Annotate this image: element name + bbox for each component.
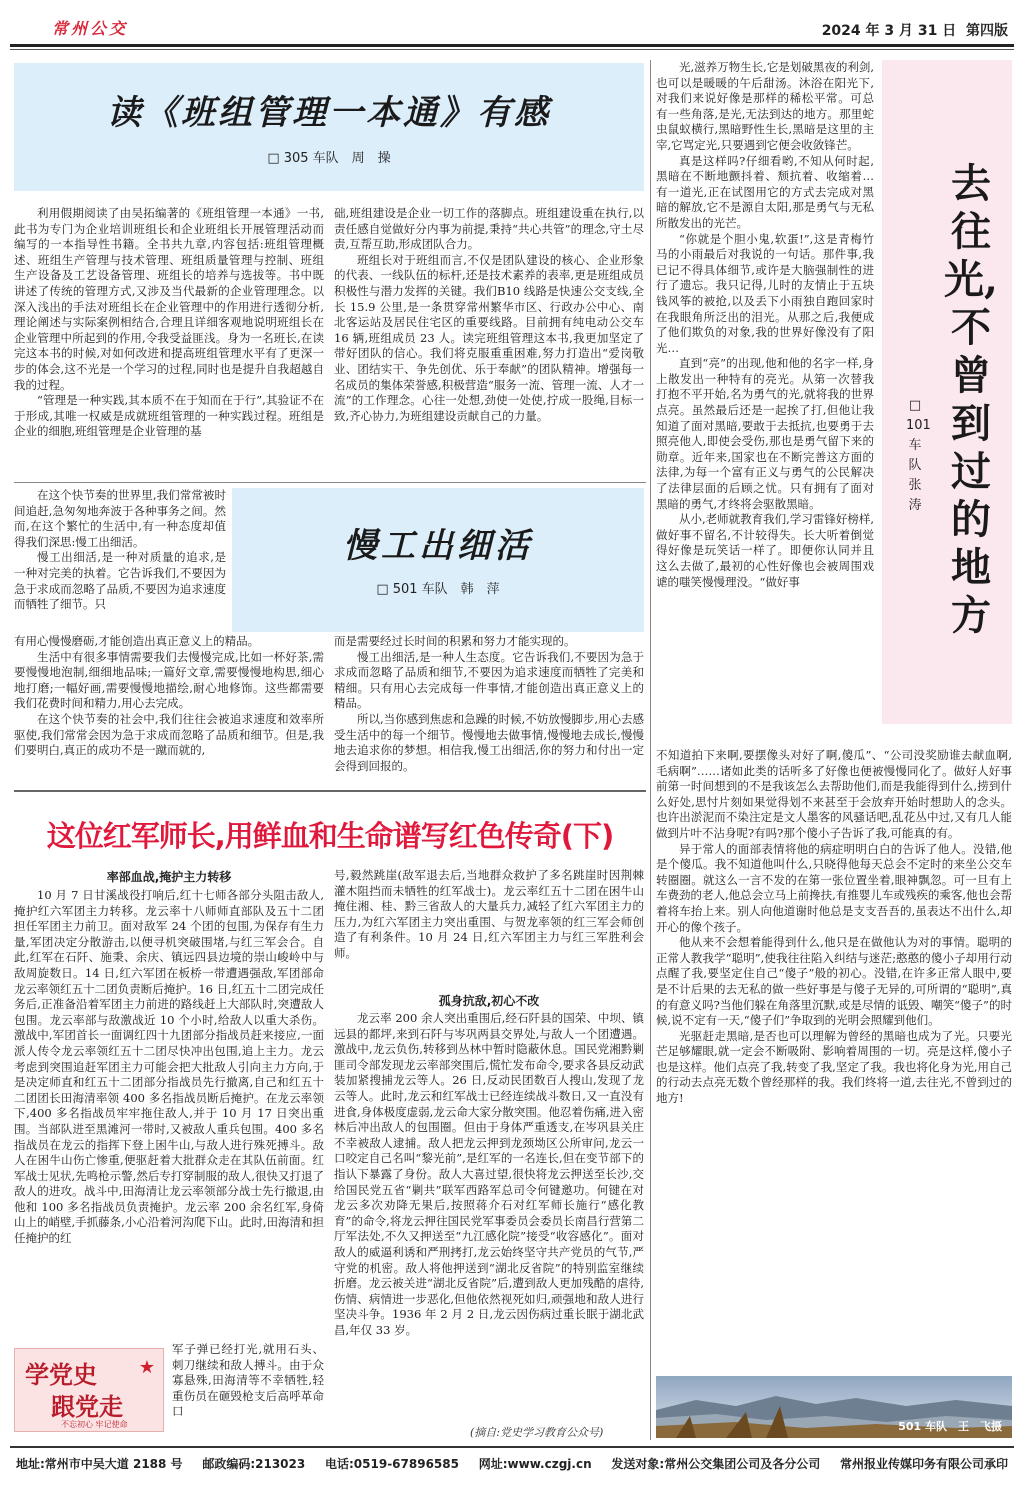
article3-col1-tail (172, 1342, 324, 1424)
footer-printer: 常州报业传媒印务有限公司承印 (839, 1456, 1008, 1471)
article2-title: 慢工出细活 (343, 526, 533, 566)
article3-subheading-2: 孤身抗敌,初心不改 (438, 994, 540, 1008)
article3-title: 这位红军师长,用鲜血和生命谱写红色传奇(下) (46, 819, 614, 853)
article3-col1 (14, 868, 324, 1338)
article1-byline: □ 305 车队 周 操 (267, 151, 391, 166)
newspaper-logo: 常州公交 (52, 19, 129, 38)
paragraph: 在这个快节奏的社会中,我们往往会被追求速度和效率所驱使,我们常常会因为急于求成而忽略了品质和细节。但是,我们要明白,真正的成功不是一蹴而就的, (14, 711, 324, 758)
paragraph: 生活中有很多事情需要我们去慢慢完成,比如一杯好茶,需要慢慢地泡制,细细地品味;一篇好文章,需要慢慢地构思,细心地打磨;一幅好画,需要慢慢地描绘,耐心地修饰。这些都需要我们花费时间和精力,用心去完成。 (14, 649, 324, 711)
article3-col2b-text (334, 1011, 644, 1421)
paragraph: 在这个快节奏的世界里,我们常常被时间追赶,急匆匆地奔波于各种事务之间。然而,在这个繁忙的生活中,有一种态度却值得我们深思:慢工出细活。 (14, 488, 226, 549)
article1-col2 (334, 206, 644, 478)
paragraph: 号,毅然跳崖(敌军退去后,当地群众救护了多名跳崖时因荆棘灌木阻挡而未牺牲的红军战士)。龙云率红五十二团在困牛山掩住湘、桂、黔三省敌人的大量兵力,减轻了红六军团主力的压力,为红六军团主力突出重围、与贺龙率领的红三军会师创造了有利条件。10 月 24 日,红六军团主力与红三军胜利会师。 (334, 868, 644, 960)
paragraph: 真是这样吗?仔细看哟,不知从何时起,黑暗在不断地颤抖着、颓抗着、收缩着…有一道光,正在试图用它的方式去完成对黑暗的解放,它不是源自太阳,那是勇气与无私所散发出的光芒。 (656, 153, 874, 230)
article1-banner (14, 63, 644, 191)
stamp-line2: 跟党走 (51, 1392, 123, 1421)
divider (14, 482, 646, 483)
footer-phone: 电话:0519-67896585 (325, 1456, 459, 1471)
paragraph: 有用心慢慢磨砺,才能创造出真正意义上的精品。 (14, 634, 260, 648)
paragraph: 他从来不会想着能得到什么,他只是在做他认为对的事情。聪明的正常人教我学“聪明”,使我往往陷入纠结与迷茫;憨憨的傻小子却用行动点醒了我,要坚定住自己“傻子”般的初心。没错,在许多正常人眼中,要是不计后果的去无私的做一些好事是与傻子无异的,可所谓的“聪明”,真的有意义吗?当他们躲在角落里沉默,或是尽情的诋毁、嘲笑“傻子”的时候,说不定有一天,“傻子们”争取到的光明会照耀到他们。 (656, 935, 1012, 1028)
stamp-small: 不忘初心 牢记使命 (61, 1420, 128, 1429)
article1-col1 (14, 206, 324, 478)
paragraph: 军子弹已经打光,就用石头、刺刀继续和敌人搏斗。由于众寡悬殊,田海清等不幸牺牲,轻重伤员在砸毁枪支后高呼革命口 (172, 1342, 324, 1419)
article3-subheading: 率部血战,掩护主力转移 (106, 870, 232, 884)
article4-byline: □ 101 车队 张 涛 (906, 398, 935, 513)
column-separator (650, 60, 651, 1440)
footer-address: 地址:常州市中吴大道 2188 号 (16, 1456, 183, 1471)
paragraph: 班组长对于班组而言,不仅是团队建设的核心、企业形象的代表、一线队伍的标杆,还是技术素养的表率,更是班组成员积极性与潜力发挥的关键。我们B10 线路是快速公交支线,全长 15.9 公里,是一条贯穿常州繁华市区、行政办公中心、南北客运站及居民住宅区的重要线路。目前拥有纯电动公交车 16 辆,班组成员 23 人。读完班组管理这本书,我更加坚定了带好团队的信心。我们将克服重重困难,努力打造出“爱岗敬业、团结实干、争先创优、乐于奉献”的团队精神。增强每一名成员的集体荣誉感,积极营造“服务一流、管理一流、人才一流”的工作理念。心往一处想,劲使一处使,拧成一股绳,目标一致,齐心协力,为班组建设贡献自己的力量。 (334, 252, 644, 423)
paragraph: 利用假期阅读了由吴拓编著的《班组管理一本通》一书,此书为专门为企业培训班组长和企业班组长开展管理活动而编写的一本指导性书籍。全书共九章,内容包括:班组管理概述、班组生产管理与技术管理、班组质量管理与控制、班组生产设备及工艺设备管理、班组长的培养与选拔等。书中既讲述了传统的管理方式,又涉及当代最新的企业管理理念。以深入浅出的手法对班组长在企业管理中的作用进行透彻分析,理论阐述与实际案例相结合,合理且详细客观地说明班组长在企业管理中所起到的作用,令我受益匪浅。身为一名班长,在读完这本书的时候,对如何改进和提高班组管理水平有了更深一步的体会,这不光是一个学习的过程,同时也是提升自我超越自我的过程。 (14, 206, 324, 392)
article2-banner (232, 488, 644, 632)
article4-top (656, 60, 874, 746)
paragraph: 直到“亮”的出现,他和他的名字一样,身上散发出一种特有的亮光。从第一次替我打抱不平开始,名为勇气的光,就将我的世界点亮。虽然最后还是一起挨了打,但他让我知道了面对黑暗,要敢于去抵抗,也要勇于去照亮他人,即使会受伤,那也是勇气留下来的勋章。近年来,国家也在不断完善这方面的法律,为每一个富有正义与勇气的公民解决了法律层面的后顾之忧。只有拥有了面对黑暗的勇气,才终将会驱散黑暗。 (656, 356, 874, 511)
star-icon: ★ (138, 1357, 155, 1378)
paragraph: 础,班组建设是企业一切工作的落脚点。班组建设重在执行,以责任感自觉做好分内事为前提,秉持“共心共管”的理念,守土尽责,互帮互助,形成团队合力。 (334, 206, 644, 252)
paragraph: 光驱赶走黑暗,是否也可以理解为曾经的黑暗也成为了光。只要光芒足够耀眼,就一定会不断吸附、影响着周围的一切。亮是这样,傻小子也是这样。他们点亮了我,转变了我,坚定了我。我也将化身为光,用自己的行动去点亮无数个曾经那样的我。我们终将一道,去往光,不曾到过的地方! (656, 1028, 1012, 1106)
header-rule (10, 44, 1014, 47)
paragraph: 而是需要经过长时间的积累和努力才能实现的。 (334, 634, 576, 648)
paragraph: 慢工出细活,是一种人生态度。它告诉我们,不要因为急于求成而忽略了品质和细节,不要因为追求速度而牺牲了完美和精细。只有用心去完成每一件事情,才能创造出真正意义上的精品。 (334, 649, 644, 711)
article2-left (14, 634, 324, 784)
footer-postcode: 邮政编码:213023 (202, 1456, 306, 1471)
article3-col2 (334, 868, 644, 1424)
paragraph: 异于常人的面部表情将他的病症明明白白的告诉了他人。没错,他是个傻瓜。我不知道他叫什么,只晓得他每天总会不定时的来坐公交车转圈圈。就这么一言不发的在第一张位置坐着,眼神飘忽。可一旦有上车费劲的老人,他总会立马上前搀扶,有推婴儿车或残疾的乘客,他也会帮着将车抬上来。别人向他道谢时他总是支支吾吾的,虽表达不出什么,却开心的像个孩子。 (656, 841, 1012, 934)
footer-web: 网址:www.czgj.cn (478, 1456, 592, 1471)
landscape-photo (656, 1376, 1012, 1438)
article3-col2a-text (334, 868, 644, 992)
article2-byline: □ 501 车队 韩 萍 (376, 582, 500, 597)
paragraph: 所以,当你感到焦虑和急躁的时候,不妨放慢脚步,用心去感受生活中的每一个细节。慢慢地去做事情,慢慢地去成长,慢慢地去追求你的梦想。相信我,慢工出细活,你的努力和付出一定会得到回报的。 (334, 711, 644, 773)
paragraph: 慢工出细活,是一种对质量的追求,是一种对完美的执着。它告诉我们,不要因为急于求成而忽略了品质,不要因为追求速度而牺牲了细节。只 (14, 550, 226, 612)
article2-narrow (14, 488, 226, 634)
party-history-stamp (14, 1348, 164, 1432)
article4-title: 去往光,不曾到过的地方 (944, 160, 998, 639)
article2-right (334, 634, 644, 784)
stamp-line1: 学党史 (25, 1360, 97, 1389)
paragraph: “你就是个胆小鬼,软蛋!”,这是青梅竹马的小雨最后对我说的一句话。那件事,我已记不得具体细节,或许是大脑强制性的进行了遗忘。我只记得,儿时的友情止于五块钱风筝的被抢,以及丢下小雨独自跑回家时在我眼角所泛出的泪光。从那之后,我便成了他们欺负的对象,我的世界好像没有了阳光… (656, 231, 874, 355)
paragraph: 10 月 7 日甘溪战役打响后,红十七师各部分头阻击敌人,掩护红六军团主力转移。龙云率十八师师直部队及五十二团担任军团主力前卫。面对敌军 24 个团的包围,为保存有生力量,军团决定分散游击,以便寻机突破围堵,与红三军会合。自此,红军在石阡、施秉、余庆、镇远四县边境的崇山峻岭中与敌周旋数日。14 日,红六军团在板桥一带遭遇强敌,军团部命龙云率领红五十二团负责断后掩护。16 日,红五十二团完成任务后,正准备沿着军团主力前进的路线赶上大部队时,突遭敌人包围。龙云率部与敌激战近 10 个小时,给敌人以重大杀伤。激战中,军团首长一面调红四十九团部分指战员赶来接应,一面派人传令龙云率领红五十二团尽快冲出包围,追上主力。龙云考虑到突围追赶军团主力可能会把大批敌人引向主力方向,于是决定师直和红五十二团部分指战员先行撤离,自己和红五十二团团长田海清率领 400 多名指战员断后掩护。在龙云率领下,400 多名指战员牢牢拖住敌人,并于 10 月 17 日突出重围。当部队进至黑滩河一带时,又被敌人重兵包围。400 多名指战员在龙云的指挥下登上困牛山,与敌人进行殊死搏斗。敌人在困牛山伤亡惨重,便驱赶着大批群众走在其队伍前面。红军战士见状,先鸣枪示警,然后专打穿制服的敌人,很快又打退了敌人的进攻。战斗中,田海清让龙云率领部分战士先行撤退,由他和 100 多名指战员负责掩护。龙云率 200 余名红军,身倚山上的峭壁,手抓藤条,小心沿着河沟爬下山。此时,田海清和担任掩护的红 (14, 888, 324, 1246)
photo-credit: 501 车队 王 飞摄 (898, 1420, 1002, 1433)
footer-distribution: 发送对象:常州公交集团公司及各分公司 (611, 1456, 821, 1471)
article1-title: 读《班组管理一本通》有感 (107, 93, 551, 133)
paragraph: 龙云率 200 余人突出重围后,经石阡县的国荣、中坝、镇远县的都坪,来到石阡与岑巩两县交界处,与敌人一个团遭遇。激战中,龙云负伤,转移到丛林中暂时隐蔽休息。国民党湘黔剿匪司令部发现龙云率部突围后,慌忙发布命令,要求各县反动武装加紧搜捕龙云等人。26 日,反动民团数百人搜山,发现了龙云等人。此时,龙云和红军战士已经连续战斗数日,又一直没有进食,身体极度虚弱,龙云命大家分散突围。他忍着伤痛,进入密林后冲出敌人的包围圈。但由于身体严重透支,在岑巩县关庄不幸被敌人逮捕。敌人把龙云押到龙颈坳区公所审问,龙云一口咬定自己名叫“黎光前”,是红军的一名连长,但在变节部下的指认下暴露了身份。敌人大喜过望,很快将龙云押送至长沙,交给国民党五省“剿共”联军西路军总司令何键邀功。何键在对龙云多次劝降无果后,按照蒋介石对红军师长施行“感化教育”的命令,将龙云押往国民党军事委员会委员长南昌行营第二厅军法处,不久又押送至“九江感化院”接受“收容感化”。面对敌人的威逼利诱和严刑拷打,龙云始终坚守共产党员的气节,严守党的机密。敌人将他押送到“湖北反省院”的特别监室继续折磨。龙云被关进“湖北反省院”后,遭到敌人更加残酷的虐待,伤情、病情进一步恶化,但他依然视死如归,顽强地和敌人进行坚决斗争。1936 年 2 月 2 日,龙云因伤病过重长眠于湖北武昌,年仅 33 岁。 (334, 1011, 644, 1337)
page-number: 第四版 (966, 23, 1008, 39)
article4-title-box (882, 60, 1012, 724)
article3-source: (摘自:党史学习教育公众号) (470, 1426, 604, 1439)
divider (14, 790, 646, 792)
paragraph: 从小,老师就教育我们,学习雷锋好榜样,做好事不留名,不计较得失。长大听着倒觉得好像是玩笑话一样了。即便你认同并且这么去做了,最初的心性好像也会被周围戏谑的嗤笑慢慢理没。“做好事 (656, 512, 874, 589)
paragraph: “管理是一种实践,其本质不在于知而在于行”,其验证不在于形成,其唯一权威是成就班组管理的一种实践过程。班组是企业的细胞,班组管理是企业管理的基 (14, 393, 324, 439)
article3-col1-text (14, 888, 324, 1338)
issue-date (822, 20, 1008, 40)
header-rule-thin (10, 49, 1014, 50)
paragraph: 光,滋养万物生长,它是划破黑夜的利剑,也可以是暖暖的午后甜汤。沐浴在阳光下,对我们来说好像是那样的稀松平常。可总有一些角落,是光,无法到达的地方。那里蛇虫鼠蚁横行,黑暗野性生长,黑暗是这里的主宰,它骂定光,只要遇到它便会收敛锋芒。 (656, 60, 874, 152)
article4-wide (656, 748, 1012, 1372)
paragraph: 不知道拍下来啊,要摆像头对好了啊,傻瓜”、“公司没奖励谁去献血啊,毛病啊”……诸如此类的话听多了好像也便被慢慢同化了。做好人好事前第一时间想到的不是我该怎么去帮助他们,而是我能得到什么,捞到什么好处,思忖片刻如果觉得划不来甚至于会放弃开始时想助人的念头。也许出淤泥而不染注定是文人墨客的风骚话吧,乱花丛中过,又有几人能做到片叶不沾身呢?有吗?那个傻小子告诉了我,可能真的有。 (656, 748, 1012, 840)
footer (10, 1446, 1014, 1474)
date-text: 2024 年 3 月 31 日 (821, 23, 957, 39)
